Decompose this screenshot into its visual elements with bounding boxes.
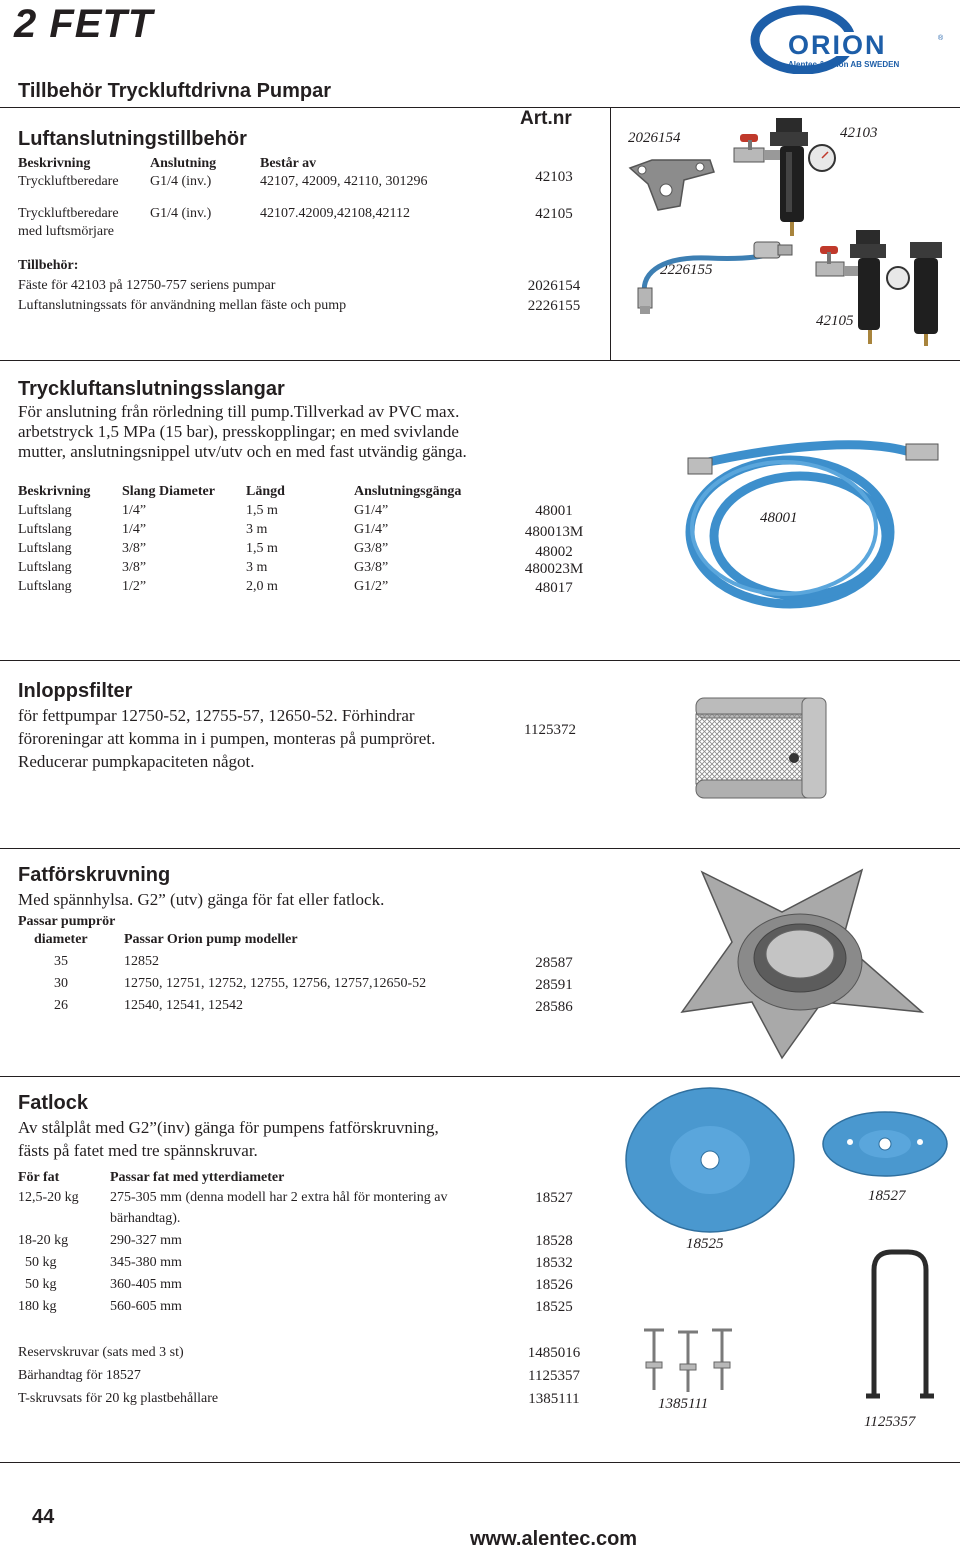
svg-text:®: ® <box>938 35 944 42</box>
header-beskrivning: Beskrivning <box>18 484 91 499</box>
s4-header-passar-pumpror: Passar pumprör <box>18 914 116 929</box>
cell-dia: 290-327 mm <box>110 1233 182 1248</box>
cell-fat: 50 kg <box>18 1277 57 1292</box>
caption-1385111: 1385111 <box>658 1396 709 1412</box>
art-48002: 48002 <box>535 544 573 560</box>
section-rule-1 <box>0 360 960 361</box>
logo-subtitle: Alentec & Orion AB SWEDEN <box>788 60 900 69</box>
cell-fat: 18-20 kg <box>18 1233 69 1248</box>
section-title-fatforskruvning: Fatförskruvning <box>18 864 171 886</box>
cell-desc: Luftslang <box>18 560 72 575</box>
bracket-image <box>622 150 722 216</box>
s3-line1: för fettpumpar 12750-52, 12755-57, 12650-52. Förhindrar <box>18 706 415 725</box>
svg-text:ORION: ORION <box>788 30 887 60</box>
section-rule-4 <box>0 1076 960 1077</box>
art-2026154: 2026154 <box>527 278 581 294</box>
art-28586: 28586 <box>535 999 573 1015</box>
art-480013M: 480013M <box>524 524 584 540</box>
s3-line3: Reducerar pumpkapaciteten något. <box>18 752 255 771</box>
s4-description: Med spännhylsa. G2” (utv) gänga för fat eller fatlock. <box>18 890 385 909</box>
cell-dia: 3/8” <box>122 541 147 556</box>
cell-thr: G3/8” <box>354 541 389 556</box>
cell-len: 3 m <box>246 560 268 575</box>
section-title-inloppsfilter: Inloppsfilter <box>18 680 133 702</box>
header-bestar-av: Består av <box>260 156 317 171</box>
s3-line2: föroreningar att komma in i pumpen, monteras på pumpröret. <box>18 729 436 748</box>
cell-dia: 1/2” <box>122 579 147 594</box>
header-rule <box>0 107 960 108</box>
cell-len: 3 m <box>246 522 268 537</box>
s2-description: För anslutning från rörledning till pump.Tillverkad av PVC max. arbetstryck 1,5 MPa (15 bar), presskopplingar; en med svivlande mutter, anslutningsnippel utv/utv och en med fast utvändig gänga. <box>18 402 467 461</box>
footer-rule <box>0 1462 960 1463</box>
filter-regulator-42105-image <box>812 222 952 352</box>
drum-lid-18525-image <box>618 1084 808 1244</box>
cell-len: 1,5 m <box>246 503 278 518</box>
art-48001: 48001 <box>535 503 573 519</box>
art-1125357: 1125357 <box>528 1368 580 1384</box>
cell-dia: 35 <box>54 954 68 969</box>
caption-42105: 42105 <box>816 313 854 329</box>
caption-2226155: 2226155 <box>660 262 713 278</box>
orion-logo <box>748 4 948 74</box>
art-nr-header: Art.nr <box>520 108 572 129</box>
art-18528: 18528 <box>535 1233 573 1249</box>
header-for-fat: För fat <box>18 1170 60 1185</box>
cell-dia: 3/8” <box>122 560 147 575</box>
art-1385111: 1385111 <box>528 1391 580 1407</box>
art-48017: 48017 <box>535 580 573 596</box>
row-conn: G1/4 (inv.) <box>150 174 212 189</box>
cell-thr: G1/4” <box>354 503 389 518</box>
cell-dia: 1/4” <box>122 522 147 537</box>
cell-dia: 26 <box>54 998 68 1013</box>
accessory-row: Luftanslutningssats för användning mellan fäste och pump <box>18 298 347 313</box>
caption-18527: 18527 <box>868 1188 906 1204</box>
cell-fat: 50 kg <box>18 1255 57 1270</box>
cell-thr: G3/8” <box>354 560 389 575</box>
cell-dia: 30 <box>54 976 68 991</box>
bung-adapter-image <box>672 862 932 1062</box>
section-title-luftanslutning: Luftanslutningstillbehör <box>18 128 247 150</box>
caption-48001: 48001 <box>760 510 798 526</box>
air-hose-image <box>680 424 950 624</box>
art-42103: 42103 <box>535 169 573 185</box>
t-screw-set-1385111-image <box>636 1318 746 1398</box>
section-rule-2 <box>0 660 960 661</box>
art-18526: 18526 <box>535 1277 573 1293</box>
s4-header-modeller: Passar Orion pump modeller <box>124 932 298 947</box>
cell-desc: Luftslang <box>18 541 72 556</box>
chapter-title: 2 FETT <box>14 2 154 46</box>
drum-lid-18527-image <box>820 1104 950 1184</box>
cell-dia: 360-405 mm <box>110 1277 182 1292</box>
column-divider-s1 <box>610 107 611 360</box>
section-rule-3 <box>0 848 960 849</box>
page-subtitle: Tillbehör Tryckluftdrivna Pumpar <box>18 80 332 102</box>
cell-fat: 180 kg <box>18 1299 57 1314</box>
cell-thr: G1/4” <box>354 522 389 537</box>
header-ytterdiameter: Passar fat med ytterdiameter <box>110 1170 285 1185</box>
footer-url[interactable]: www.alentec.com <box>470 1528 638 1550</box>
art-480023M: 480023M <box>524 561 584 577</box>
row-desc-line2: med luftsmörjare <box>18 224 115 239</box>
section-title-fatlock: Fatlock <box>18 1092 89 1114</box>
header-beskrivning: Beskrivning <box>18 156 91 171</box>
inlet-filter-image <box>682 684 842 808</box>
art-1485016: 1485016 <box>527 1345 581 1361</box>
row-desc: Tryckluftberedare <box>18 206 119 221</box>
art-18527: 18527 <box>535 1190 573 1206</box>
header-anslutning: Anslutning <box>150 156 217 171</box>
header-slang-diameter: Slang Diameter <box>122 484 215 499</box>
extra-row: Reservskruvar (sats med 3 st) <box>18 1345 184 1360</box>
cell-len: 1,5 m <box>246 541 278 556</box>
page-number: 44 <box>32 1506 55 1528</box>
cell-len: 2,0 m <box>246 579 278 594</box>
row-conn: G1/4 (inv.) <box>150 206 212 221</box>
cell-thr: G1/2” <box>354 579 389 594</box>
cell-desc: Luftslang <box>18 503 72 518</box>
extra-row: T-skruvsats för 20 kg plastbehållare <box>18 1391 219 1406</box>
cell-desc: Luftslang <box>18 579 72 594</box>
cell-dia: 275-305 mm (denna modell har 2 extra hål för montering av <box>110 1190 448 1205</box>
row-parts: 42107, 42009, 42110, 301296 <box>260 174 428 189</box>
cell-dia: 560-605 mm <box>110 1299 182 1314</box>
cell-desc: Luftslang <box>18 522 72 537</box>
art-42105: 42105 <box>535 206 573 222</box>
caption-2026154: 2026154 <box>628 130 681 146</box>
art-28591: 28591 <box>535 977 573 993</box>
art-2226155: 2226155 <box>527 298 581 314</box>
art-18532: 18532 <box>535 1255 573 1271</box>
carry-handle-1125357-image <box>860 1246 940 1408</box>
art-28587: 28587 <box>535 955 573 971</box>
s5-line1: Av stålplåt med G2”(inv) gänga för pumpens fatförskruvning, <box>18 1118 439 1137</box>
row-parts: 42107.42009,42108,42112 <box>260 206 410 221</box>
row-desc: Tryckluftberedare <box>18 174 119 189</box>
art-18525: 18525 <box>535 1299 573 1315</box>
connection-kit-2226155-image <box>628 236 798 316</box>
caption-42103: 42103 <box>840 125 878 141</box>
header-langd: Längd <box>246 484 285 499</box>
s4-header-diameter: diameter <box>34 932 88 947</box>
cell-dia: 1/4” <box>122 503 147 518</box>
section-title-slangar: Tryckluftanslutningsslangar <box>18 378 285 400</box>
cell-models: 12540, 12541, 12542 <box>124 998 243 1013</box>
cell-dia: 345-380 mm <box>110 1255 182 1270</box>
row-line2: bärhandtag). <box>110 1211 181 1226</box>
s5-line2: fästs på fatet med tre spännskruvar. <box>18 1141 258 1160</box>
accessory-row: Fäste för 42103 på 12750-757 seriens pumpar <box>18 278 276 293</box>
art-1125372: 1125372 <box>524 722 576 738</box>
accessory-label: Tillbehör: <box>18 258 79 273</box>
cell-fat: 12,5-20 kg <box>18 1190 79 1205</box>
header-anslutningsganga: Anslutningsgänga <box>354 484 462 499</box>
extra-row: Bärhandtag för 18527 <box>18 1368 141 1383</box>
caption-1125357: 1125357 <box>864 1414 916 1430</box>
cell-models: 12852 <box>124 954 159 969</box>
caption-18525: 18525 <box>686 1236 724 1252</box>
cell-models: 12750, 12751, 12752, 12755, 12756, 12757,12650-52 <box>124 976 427 991</box>
